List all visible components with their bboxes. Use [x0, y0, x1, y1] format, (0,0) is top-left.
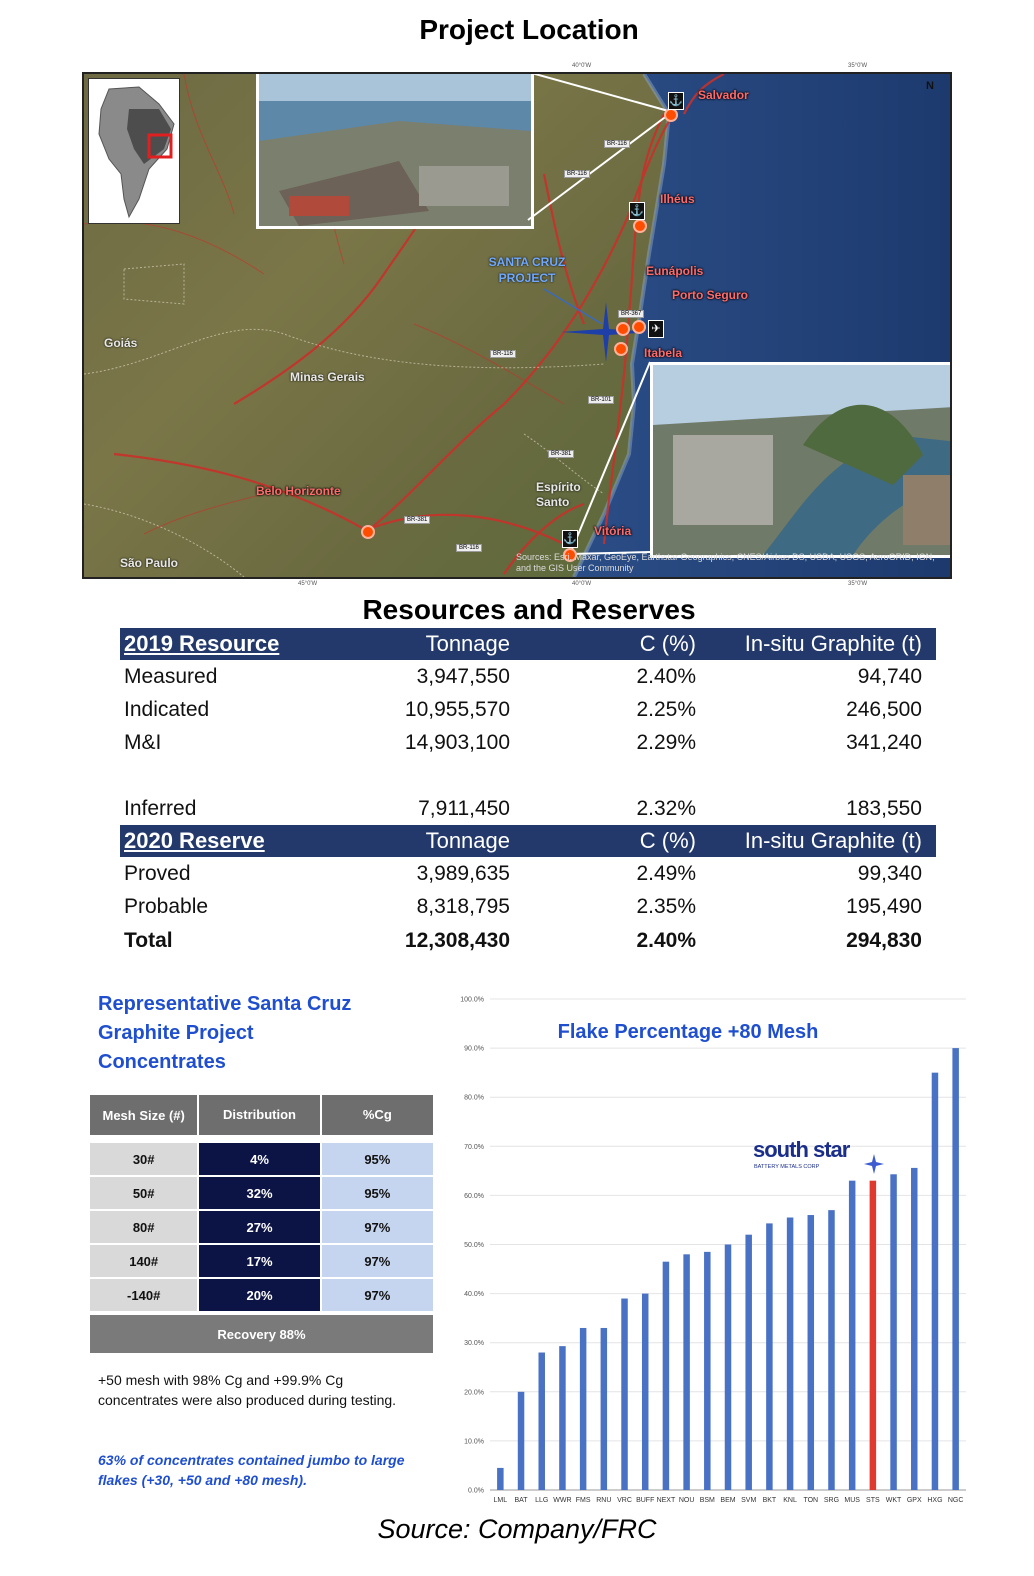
salvador-marker: [664, 108, 678, 122]
city-salvador: Salvador: [698, 88, 749, 102]
bar-vrc: [621, 1299, 628, 1490]
bar-bkt: [766, 1223, 773, 1490]
city-belo-horizonte: Belo Horizonte: [256, 484, 341, 498]
x-tick-label: VRC: [617, 1497, 632, 1504]
bar-gpx: [911, 1168, 918, 1490]
city-itabela: Itabela: [644, 346, 683, 360]
col-tonnage: Tonnage: [425, 631, 510, 656]
mesh-table: [90, 1095, 433, 1353]
source-caption: Source: Company/FRC: [377, 1514, 657, 1544]
x-tick-label: STS: [866, 1497, 880, 1504]
distribution-cell: 27%: [199, 1211, 319, 1243]
x-tick-label: SRG: [823, 1497, 840, 1504]
mesh-size-cell: 50#: [90, 1177, 197, 1209]
port-anchor-icon: ⚓: [668, 92, 684, 110]
cg-cell: 97%: [322, 1245, 433, 1277]
table-row: [120, 857, 936, 890]
y-tick-label: 60.0%: [464, 1192, 484, 1200]
bar-bsm: [704, 1252, 711, 1490]
mesh-header-row: [90, 1095, 433, 1135]
table-row: [90, 1177, 433, 1209]
row-name: Probable: [124, 894, 209, 918]
x-tick-label: LLG: [535, 1497, 549, 1504]
region-minas-gerais: Minas Gerais: [290, 370, 365, 384]
eunapolis-marker: [616, 322, 630, 336]
row-carbon: 2.40%: [636, 664, 696, 688]
total-row: [120, 923, 936, 959]
resources-title: Resources and Reserves: [362, 594, 696, 625]
flakes-highlight-note: 63% of concentrates contained jumbo to large flakes (+30, +50 and +80 mesh).: [98, 1452, 405, 1488]
y-tick-label: 100.0%: [460, 996, 484, 1004]
south-star-logo: [753, 1137, 884, 1174]
row-carbon: 2.29%: [636, 730, 696, 754]
porto-seguro-marker: [632, 320, 646, 334]
y-tick-label: 40.0%: [464, 1291, 484, 1299]
row-name: Indicated: [124, 697, 210, 721]
bar-wkt: [890, 1174, 897, 1490]
region-goias: Goiás: [104, 336, 138, 350]
coord-label: 45°0'W: [298, 581, 318, 587]
ilheus-marker: [633, 219, 647, 233]
cg-cell: 95%: [322, 1177, 433, 1209]
concentrates-title: Representative Santa Cruz Graphite Project Concentrates: [98, 993, 352, 1073]
itabela-marker: [614, 342, 628, 356]
santa-cruz-project-label: SANTA CRUZ PROJECT: [488, 255, 566, 285]
bar-nou: [683, 1254, 690, 1490]
y-tick-label: 30.0%: [464, 1340, 484, 1348]
x-tick-label: NGC: [947, 1497, 964, 1504]
x-tick-label: HXG: [927, 1497, 943, 1504]
x-tick-label: WWR: [553, 1497, 572, 1504]
col-graphite: In-situ Graphite (t): [744, 631, 922, 656]
x-tick-label: MUS: [844, 1497, 860, 1504]
x-tick-label: BSM: [699, 1497, 715, 1504]
row-name: Measured: [124, 664, 218, 688]
city-eunapolis: Eunápolis: [646, 264, 704, 278]
bar-llg: [538, 1353, 545, 1490]
row-carbon: 2.49%: [636, 861, 696, 885]
logo-text: south star: [753, 1137, 850, 1162]
col-cg: %Cg: [320, 1095, 433, 1135]
star-icon: [864, 1154, 884, 1174]
mesh-size-cell: 140#: [90, 1245, 197, 1277]
y-tick-label: 80.0%: [464, 1094, 484, 1102]
row-graphite: 94,740: [857, 664, 922, 688]
table-row: [120, 759, 936, 792]
map-title: Project Location: [419, 14, 639, 45]
table-row: [120, 792, 936, 825]
x-tick-label: TON: [803, 1497, 819, 1504]
total-carbon: 2.40%: [636, 929, 696, 952]
distribution-cell: 20%: [199, 1279, 319, 1311]
project-location-map: [82, 72, 952, 579]
row-tonnage: 3,947,550: [416, 664, 510, 688]
table-row: [90, 1143, 433, 1175]
reserve-header: 2020 Reserve: [124, 828, 265, 853]
row-tonnage: 14,903,100: [404, 730, 510, 754]
y-tick-label: 70.0%: [464, 1143, 484, 1151]
distribution-cell: 32%: [199, 1177, 319, 1209]
table-row: [120, 890, 936, 923]
x-tick-label: GPX: [906, 1497, 922, 1504]
x-tick-label: BEM: [720, 1497, 736, 1504]
x-tick-label: SVM: [741, 1497, 757, 1504]
bar-rnu: [601, 1328, 608, 1490]
col-carbon: C (%): [639, 631, 696, 656]
road-label: BR-101: [588, 396, 614, 404]
x-tick-label: BAT: [514, 1497, 528, 1504]
coord-label: 40°0'W: [572, 63, 592, 69]
row-carbon: 2.35%: [636, 894, 696, 918]
road-label: BR-116: [604, 140, 630, 148]
x-tick-label: BUFF: [636, 1497, 655, 1504]
flake-percentage-chart: [448, 988, 978, 1512]
y-tick-label: 20.0%: [464, 1389, 484, 1397]
x-tick-label: NOU: [678, 1497, 695, 1504]
row-graphite: 246,500: [846, 697, 922, 721]
y-tick-label: 50.0%: [464, 1242, 484, 1249]
row-graphite: 341,240: [846, 730, 922, 754]
cg-cell: 97%: [322, 1211, 433, 1243]
bar-fms: [580, 1328, 587, 1490]
road-label: BR-116: [456, 544, 482, 552]
bar-wwr: [559, 1346, 566, 1490]
port-anchor-icon: ⚓: [562, 530, 578, 548]
row-name: M&I: [124, 730, 162, 754]
region-espirito-santo: Espírito Santo: [536, 480, 581, 509]
mesh-size-cell: 30#: [90, 1143, 197, 1175]
airport-icon: ✈: [648, 320, 664, 338]
map-credits: Sources: Esri, Maxar, GeoEye, Earthstar Geographics, CNES/Airbus DS, USDA, USGS, AeroGRID, IGN, and the GIS User Community: [516, 552, 935, 573]
road-label: BR-381: [548, 450, 574, 458]
row-tonnage: 10,955,570: [404, 697, 510, 721]
distribution-cell: 4%: [199, 1143, 319, 1175]
bar-hxg: [932, 1073, 939, 1490]
city-porto-seguro: Porto Seguro: [672, 288, 749, 302]
coord-label: 35°0'W: [848, 63, 868, 69]
row-carbon: 2.32%: [636, 796, 696, 820]
city-vitoria: Vitória: [594, 524, 632, 538]
x-tick-label: RNU: [596, 1497, 612, 1504]
total-label: Total: [124, 929, 173, 952]
cg-cell: 97%: [322, 1279, 433, 1311]
port-anchor-icon: ⚓: [629, 202, 645, 220]
concentrates-note: +50 mesh with 98% Cg and +99.9% Cg concentrates were also produced during testing.: [98, 1372, 397, 1408]
bar-lml: [497, 1468, 504, 1490]
distribution-cell: 17%: [199, 1245, 319, 1277]
bar-ton: [808, 1215, 815, 1490]
table-row: [90, 1245, 433, 1277]
road-label: BR-381: [404, 516, 430, 524]
bar-svm: [745, 1235, 752, 1490]
col-graphite: In-situ Graphite (t): [744, 828, 922, 853]
bar-knl: [787, 1217, 794, 1490]
bar-srg: [828, 1210, 835, 1490]
row-graphite: 99,340: [857, 861, 922, 885]
row-tonnage: 8,318,795: [416, 894, 510, 918]
x-tick-label: BKT: [762, 1497, 777, 1504]
col-mesh-size: Mesh Size (#): [102, 1107, 185, 1123]
road-label: BR-116: [564, 170, 590, 178]
road-label: BR-367: [618, 310, 644, 318]
y-tick-label: 10.0%: [464, 1438, 484, 1446]
x-tick-label: WKT: [885, 1497, 902, 1504]
x-tick-label: NEXT: [656, 1497, 676, 1504]
city-ilheus: Ilhéus: [660, 192, 695, 206]
table-row: [90, 1211, 433, 1243]
row-tonnage: 3,989,635: [416, 861, 510, 885]
bar-bat: [518, 1392, 525, 1490]
logo-subtext: BATTERY METALS CORP: [754, 1164, 820, 1170]
table-row: [120, 660, 936, 693]
resource-header: 2019 Resource: [124, 631, 280, 656]
x-tick-label: LML: [493, 1497, 508, 1504]
bar-buff: [642, 1294, 649, 1490]
north-arrow-icon: N: [926, 80, 934, 92]
road-label: BR-116: [490, 350, 516, 358]
row-carbon: 2.25%: [636, 697, 696, 721]
total-tonnage: 12,308,430: [404, 929, 510, 952]
coord-label: 40°0'W: [572, 581, 592, 587]
coord-label: 35°0'W: [848, 581, 868, 587]
row-graphite: 195,490: [846, 894, 922, 918]
bar-ngc: [952, 1048, 959, 1490]
belo-horizonte-marker: [361, 525, 375, 539]
table-row: [120, 726, 936, 759]
recovery-row: Recovery 88%: [90, 1315, 433, 1353]
row-name: Proved: [124, 861, 191, 885]
bar-mus: [849, 1181, 856, 1490]
mesh-size-cell: 80#: [90, 1211, 197, 1243]
bar-next: [663, 1262, 670, 1490]
reserve-header-row: [120, 825, 936, 857]
col-carbon: C (%): [639, 828, 696, 853]
region-sao-paulo: São Paulo: [120, 556, 179, 570]
row-tonnage: 7,911,450: [418, 796, 510, 820]
x-tick-label: KNL: [783, 1497, 797, 1504]
y-tick-label: 0.0%: [468, 1487, 484, 1495]
resource-header-row: [120, 628, 936, 660]
y-tick-label: 90.0%: [464, 1045, 484, 1053]
total-graphite: 294,830: [846, 929, 922, 952]
chart-title: Flake Percentage +80 Mesh: [557, 1021, 819, 1043]
col-distribution: Distribution: [197, 1095, 319, 1135]
x-tick-label: FMS: [575, 1497, 591, 1504]
row-graphite: 183,550: [846, 796, 922, 820]
resources-table: [120, 628, 936, 959]
col-tonnage: Tonnage: [425, 828, 510, 853]
bar-sts: [870, 1181, 877, 1490]
mesh-size-cell: -140#: [90, 1279, 197, 1311]
cg-cell: 95%: [322, 1143, 433, 1175]
table-row: [120, 693, 936, 726]
row-name: Inferred: [124, 796, 197, 820]
table-row: [90, 1279, 433, 1311]
bar-bem: [725, 1245, 732, 1491]
